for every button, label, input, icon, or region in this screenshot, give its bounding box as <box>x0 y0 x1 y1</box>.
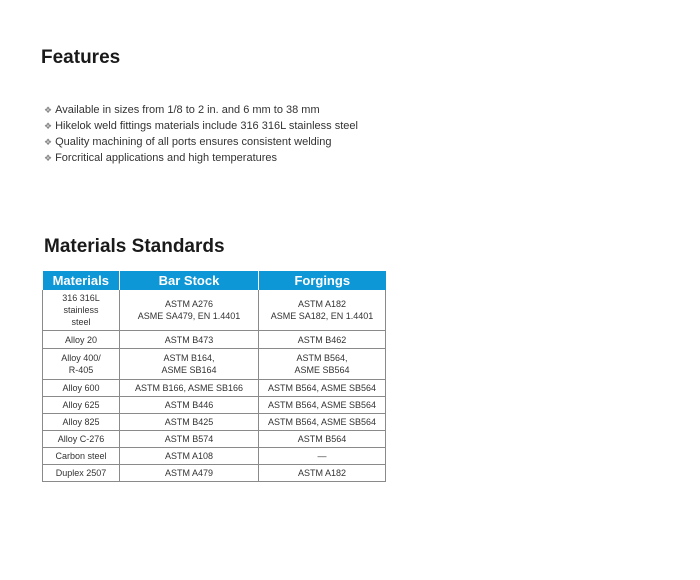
table-row <box>43 465 386 482</box>
feature-text: Hikelok weld fittings materials include 316 316L stainless steel <box>55 120 358 132</box>
bar-stock-cell: ASTM A276 ASME SA479, EN 1.4401 <box>120 290 259 331</box>
bar-stock-cell: ASTM B473 <box>120 331 259 349</box>
bar-stock-cell: ASTM B164, ASME SB164 <box>120 349 259 380</box>
forgings-cell: ASTM B564, ASME SB564 <box>259 349 386 380</box>
table-row <box>43 397 386 414</box>
features-list <box>44 102 358 166</box>
feature-text: Available in sizes from 1/8 to 2 in. and 6 mm to 38 mm <box>55 104 320 116</box>
forgings-cell: ASTM B564, ASME SB564 <box>259 414 386 431</box>
materials-standards-heading: Materials Standards <box>44 236 225 257</box>
bar-stock-cell: ASTM A108 <box>120 448 259 465</box>
materials-standards-table <box>42 271 386 482</box>
material-cell: Alloy 825 <box>43 414 120 431</box>
material-cell: Duplex 2507 <box>43 465 120 482</box>
bar-stock-cell: ASTM B446 <box>120 397 259 414</box>
diamond-bullet-icon: ❖ <box>44 121 53 131</box>
forgings-cell: ASTM B462 <box>259 331 386 349</box>
material-cell: Alloy 625 <box>43 397 120 414</box>
table-row <box>43 431 386 448</box>
feature-text: Forcritical applications and high temperatures <box>55 152 278 164</box>
forgings-cell: ASTM B564, ASME SB564 <box>259 397 386 414</box>
diamond-bullet-icon: ❖ <box>44 105 53 115</box>
table-row <box>43 380 386 397</box>
forgings-cell: ASTM B564 <box>259 431 386 448</box>
table-row <box>43 349 386 380</box>
bar-stock-cell: ASTM B574 <box>120 431 259 448</box>
forgings-cell: — <box>259 448 386 465</box>
bar-stock-cell: ASTM B425 <box>120 414 259 431</box>
table-header-row <box>43 271 386 290</box>
features-heading: Features <box>41 47 121 68</box>
material-cell: Alloy 20 <box>43 331 120 349</box>
material-cell: Carbon steel <box>43 448 120 465</box>
forgings-cell: ASTM A182 <box>259 465 386 482</box>
table-row <box>43 414 386 431</box>
table-row <box>43 448 386 465</box>
feature-item <box>44 118 358 134</box>
feature-item <box>44 134 358 150</box>
forgings-cell: ASTM A182 ASME SA182, EN 1.4401 <box>259 290 386 331</box>
diamond-bullet-icon: ❖ <box>44 137 53 147</box>
forgings-cell: ASTM B564, ASME SB564 <box>259 380 386 397</box>
material-cell: Alloy 600 <box>43 380 120 397</box>
column-header-materials: Materials <box>43 271 120 290</box>
feature-item <box>44 102 358 118</box>
feature-text: Quality machining of all ports ensures consistent welding <box>55 136 332 148</box>
material-cell: Alloy 400/ R-405 <box>43 349 120 380</box>
material-cell: Alloy C-276 <box>43 431 120 448</box>
table-row <box>43 290 386 331</box>
bar-stock-cell: ASTM A479 <box>120 465 259 482</box>
column-header-forgings: Forgings <box>259 271 386 290</box>
feature-item <box>44 150 358 166</box>
bar-stock-cell: ASTM B166, ASME SB166 <box>120 380 259 397</box>
material-cell: 316 316L stainless steel <box>43 290 120 331</box>
diamond-bullet-icon: ❖ <box>44 153 53 163</box>
column-header-bar-stock: Bar Stock <box>120 271 259 290</box>
table-row <box>43 331 386 349</box>
